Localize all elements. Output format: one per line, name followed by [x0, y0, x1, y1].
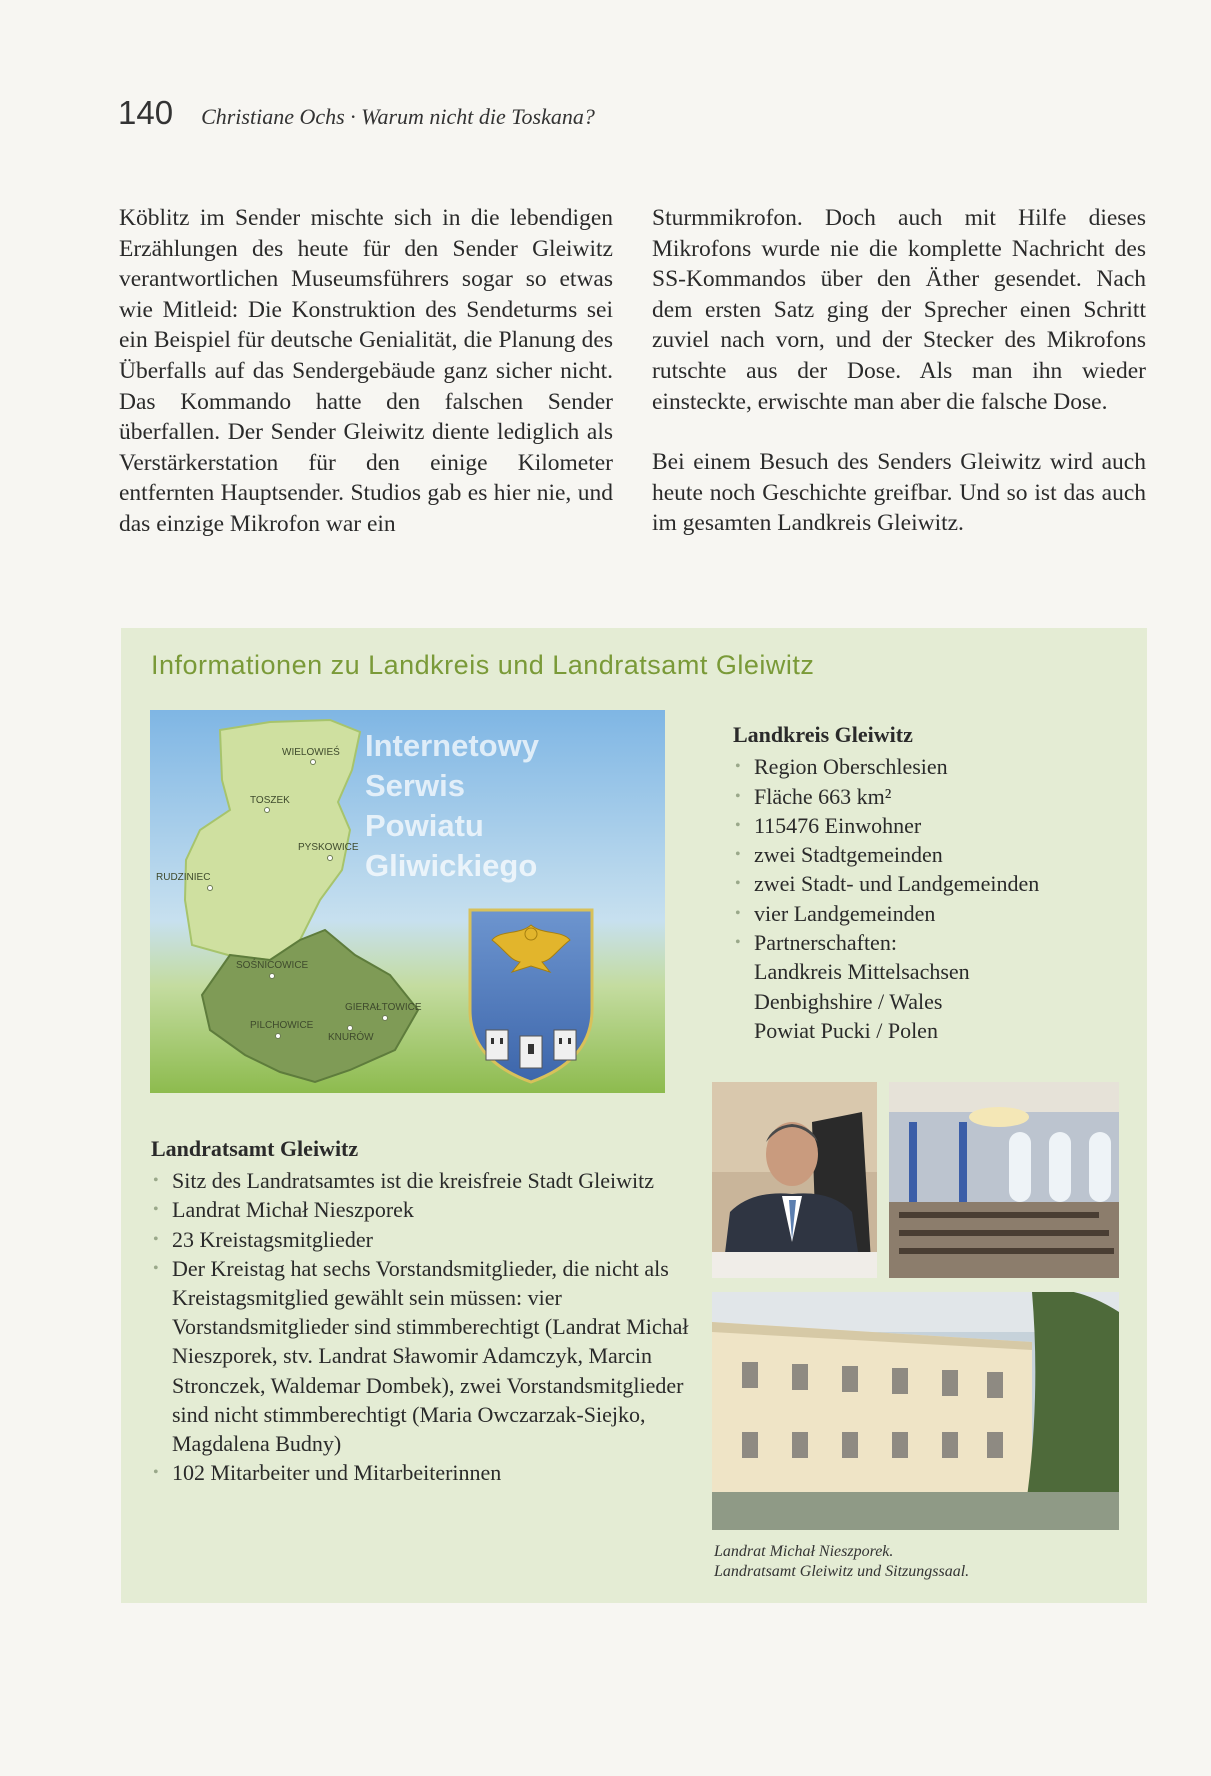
partner-item: Landkreis Mittelsachsen — [754, 959, 970, 985]
paragraph: Köblitz im Sender mischte sich in die lebendigen Erzählungen des heute für den Sender Gleiwitz verantwortlichen Museumsführers sogar so etwas wie Mitleid: Die Konstruktion des Sendeturms sei ein Beispiel für deutsche Genialität, die Planung des Überfalls auf das Sendergebäude ganz sicher nicht. Das Kommando hatte den falschen Sender überfallen. Der Sender Gleiwitz diente lediglich als Verstärkerstation für den einige Kilometer entfernten Hauptsender. Studios gab es hier nie, und das einzige Mikrofon war ein — [119, 205, 613, 537]
place-label: KNURÓW — [328, 1032, 374, 1043]
page-header — [118, 94, 595, 132]
landratsamt-list — [151, 1166, 691, 1487]
info-box — [121, 628, 1147, 1603]
body-column-right — [652, 203, 1146, 539]
list-item: • 115476 Einwohner — [733, 811, 1133, 840]
landkreis-list — [733, 752, 1133, 957]
landratsamt-heading: Landratsamt Gleiwitz — [151, 1136, 359, 1161]
list-item: • Landrat Michał Nieszporek — [151, 1195, 691, 1224]
caption-line: Landrat Michał Nieszporek. — [714, 1543, 894, 1560]
list-item: • 102 Mitarbeiter und Mitarbeiterinnen — [151, 1458, 691, 1487]
running-title: Christiane Ochs · Warum nicht die Toskana? — [201, 104, 595, 129]
landratsamt-info — [151, 1134, 691, 1487]
landratsamt-building-photo — [712, 1292, 1119, 1530]
session-hall-photo — [889, 1082, 1119, 1278]
place-label: RUDZINIEC — [156, 872, 211, 883]
landkreis-heading: Landkreis Gleiwitz — [733, 722, 913, 747]
place-label: GIERAŁTOWICE — [345, 1002, 422, 1013]
paragraph: Bei einem Besuch des Senders Gleiwitz wird auch heute noch Geschichte greifbar. Und so ist das auch im gesamten Landkreis Gleiwitz. — [652, 449, 1146, 537]
landrat-portrait-photo — [712, 1082, 877, 1278]
place-label: SOŚNICOWICE — [236, 960, 309, 971]
list-item: • vier Landgemeinden — [733, 899, 1133, 928]
landkreis-info — [733, 720, 1133, 1045]
place-label: PILCHOWICE — [250, 1020, 314, 1031]
list-item: • zwei Stadtgemeinden — [733, 840, 1133, 869]
slogan-line: Gliwickiego — [365, 848, 538, 883]
body-column-left — [119, 203, 613, 540]
coat-of-arms-icon — [470, 910, 592, 1082]
list-item: • Region Oberschlesien — [733, 752, 1133, 781]
partner-item: Denbighshire / Wales — [754, 988, 943, 1014]
list-item: • 23 Kreistagsmitglieder — [151, 1225, 691, 1254]
district-map — [150, 710, 665, 1093]
list-item: • Sitz des Landratsamtes ist die kreisfreie Stadt Gleiwitz — [151, 1166, 691, 1195]
list-item: • Fläche 663 km² — [733, 782, 1133, 811]
caption-line: Landratsamt Gleiwitz und Sitzungssaal. — [714, 1563, 970, 1580]
slogan-line: Serwis — [365, 768, 465, 803]
partner-item: Powiat Pucki / Polen — [754, 1017, 938, 1043]
page-number: 140 — [118, 94, 174, 131]
place-label: WIELOWIEŚ — [282, 747, 340, 758]
list-item: • Partnerschaften: — [733, 928, 1133, 957]
photo-caption — [714, 1542, 969, 1582]
slogan-line: Internetowy — [365, 728, 539, 763]
place-label: PYSKOWICE — [298, 842, 359, 853]
list-item: • zwei Stadt- und Landgemeinden — [733, 869, 1133, 898]
place-label: TOSZEK — [250, 795, 290, 806]
paragraph: Sturmmikrofon. Doch auch mit Hilfe dieses Mikrofons wurde nie die komplette Nachricht des SS-Kommandos über den Äther gesendet. Nach dem ersten Satz ging der Sprecher einen Schritt zuviel nach vorn, und der Stecker des Mikrofons rutschte aus der Dose. Als man ihn wieder einsteckte, erwischte man aber die falsche Dose. — [652, 205, 1146, 415]
slogan-line: Powiatu — [365, 808, 484, 843]
info-box-title: Informationen zu Landkreis und Landratsamt Gleiwitz — [151, 650, 815, 680]
list-item: • Der Kreistag hat sechs Vorstandsmitglieder, die nicht als Kreistagsmitglied gewählt sein müssen: vier Vorstandsmitglieder sind stimmberechtigt (Landrat Michał Nieszporek, stv. Landrat Sławomir Adamczyk, Marcin Stronczek, Waldemar Dombek), zwei Vorstandsmitglieder sind nicht stimmberechtigt (Maria Owczarzak-Siejko, Magdalena Budny) — [151, 1254, 691, 1458]
